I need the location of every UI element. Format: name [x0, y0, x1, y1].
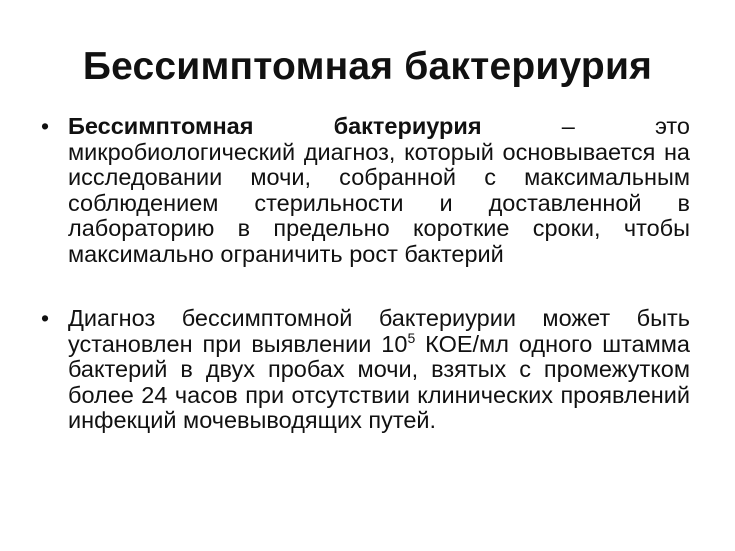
bullet-list: [38, 114, 690, 434]
bullet-superscript: 5: [407, 329, 416, 346]
bullet-item-diagnosis: [38, 306, 690, 434]
bullet-text: – это микробиологический диагноз, который основывается на исследовании мочи, собранной с максимальным соблюдением стерильности и доставленной в лабораторию в предельно короткие сроки, чтобы максимально ограничить рост бактерий: [68, 113, 690, 267]
bullet-item-definition: [38, 114, 690, 267]
bullet-dot-icon: •: [41, 305, 50, 331]
bullet-dot-icon: •: [41, 113, 50, 139]
slide-title: Бессимптомная бактериурия: [82, 45, 653, 88]
bullet-text-after: КОЕ/мл одного штамма бактерий в двух пробах мочи, взятых с промежутком более 24 часов при отсутствии клинических проявлений инфекций мочевыводящих путей.: [68, 330, 691, 433]
bullet-text-before: Диагноз бессимптомной бактериурии может быть установлен при выявлении 10: [68, 305, 690, 357]
bullet-term: Бессимптомная бактериурия: [68, 113, 482, 139]
